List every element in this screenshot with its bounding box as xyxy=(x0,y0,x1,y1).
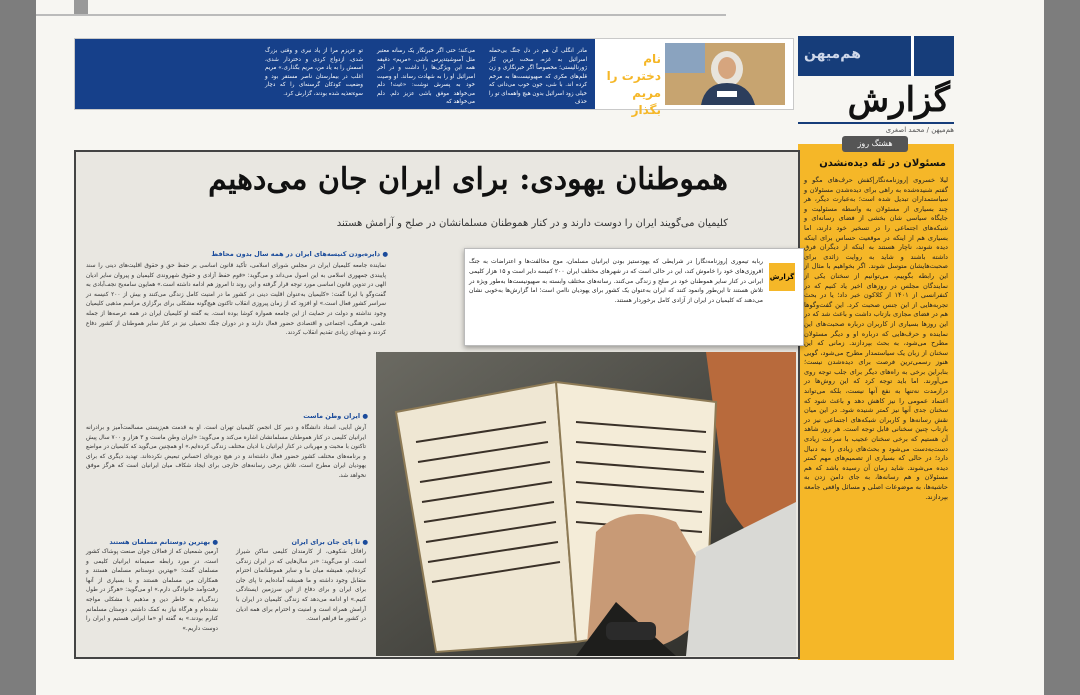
torah-reading-photo xyxy=(376,352,796,656)
teaser-column-3: تو عزیزم مرا از یاد نبری و وقتی بزرگ شدی، ازدواج کردی و دختردار شدی، اسمش را به یاد من، مریم بگذاری.» مریم اغلب در بیمارستان ناصر مستقر بود و وضعیت کودکان گرسنه‌ای را که دچار سوءتغذیه شده بودند، گزارش کرد. xyxy=(265,48,363,97)
hashtag-title: مسئولان در تله دیده‌نشدن xyxy=(819,158,946,169)
callout-tag: گزارش xyxy=(769,263,795,291)
teaser-strip xyxy=(74,38,794,117)
section-heading-2: ● ایران وطن ماست xyxy=(303,412,368,420)
banner-badge xyxy=(911,36,954,76)
section-body-4: آرمین شمعیان که از فعالان جوان صنعت پوشاک کشور است، در مورد رابطه صمیمانه ایرانیان کلیمی و مسلمان گفت: «بهترین دوستانم مسلمان هستند و همکاران من مسلمان هستند و با بسیاری از آنها رفت‌وآمد خانوادگی دارم.» او می‌گوید: «هرگز در طول زندگی‌ام به خاطر دین و مذهبم با مشکلی مواجه نشده‌ام و هرگاه نیاز به کمک داشتم، دوستان مسلمانم کنارم بودند.» به گفته او «ما ایرانی هستیم و ایران را دوست داریم.» xyxy=(86,549,218,632)
hashtag-box xyxy=(798,139,954,660)
article-subhead: کلیمیان می‌گویند ایران را دوست دارند و در کنار هموطنان مسلمانشان در صلح و آرامش هستند xyxy=(336,218,728,229)
report-author: هم‌میهن / محمد اصغری xyxy=(885,126,954,134)
section-heading-4: ● بهترین دوستانم مسلمان هستند xyxy=(109,538,218,546)
teaser-column-2: می‌کند؛ حتی اگر خبرنگار یک رسانه معتبر مثل آسوشیتدپرس باشی. «مریم» دقیقه همه این ویژگی‌ها را داشت و در آخر اسرائیل او را به شهادت رساند. او وصیت خود به پسرش نوشت: «غیث! دلم می‌خواهد موفق باشی عزیز دلم. دلم می‌خواهد که xyxy=(377,48,475,105)
teaser-column-1: مادر انگلی آن هم در دل جنگ بی‌حمله اسرائیل به غزه، سخت ترین کار ژورنالیستی؛ مخصوصاً اگر خبرنگاری و زن قلم‌های مکری که صهیونیست‌ها به مرخم کرده اند. با شی، جون خوب می‌دانی که خیلی زود اسرائیل بدون هیچ واهمه‌ای تو را حذف xyxy=(489,48,587,105)
teaser-photo xyxy=(665,43,785,105)
report-banner-text: هم‌میهن xyxy=(804,46,861,62)
report-banner xyxy=(798,36,954,76)
report-column xyxy=(798,36,958,661)
main-article xyxy=(74,150,800,659)
teaser-panel xyxy=(75,39,595,109)
section-body-3: رافائل شکوهی، از کارمندان کلیمی ساکن شیراز است. او می‌گوید: «در سال‌هایی که در ایران زندگی کرده‌ایم، همیشه میان ما و سایر هموطنانمان احترام متقابل وجود داشته و ما همیشه آماده‌ایم تا پای جان برای ایران و برای دفاع از این سرزمین ایستادگی کنیم.» او ادامه می‌دهد که زندگی کلیمیان در ایران با آرامش همراه است و امنیت و احترام برای همه ادیان در کشور ما فراهم است. xyxy=(236,549,366,623)
top-divider xyxy=(36,0,726,16)
photo-illustration xyxy=(376,352,796,656)
section-heading-3: ● تا پای جان برای ایران xyxy=(291,538,368,546)
journalist-photo xyxy=(665,43,785,105)
hashtag-body: لیلا خسروی |روزنامه‌نگار|کفش‌ حرف‌های مگو و گفتم شنیده‌شده به راهی برای دیده‌شدن مسئولان و سیاستمداران تبدیل شده است؛ به‌عبارت دیگر، هر چند بسیاری از مسئولان به واسطه مسئولیت و جایگاه سیاسی شان بخشی از فضای رسانه‌ای و شبکه‌های اجتماعی را در تسخیر خود دارند، اما بسیاری هم از اینکه در موقعیت حساس برای اینکه دیده شوند، ناچار هستند به اینکه از دیگران فرق داشته باشند و شاید به روایت زائدی برای صحبت‌هایشان متوسل شوند. اگر بخواهیم با مثال از این رابطه بگوییم، می‌توانیم از سخنان یکی از نمایندگان مجلس در روزهای اخیر یاد کنیم که در کنفرانسی از ۱۴۰۱ از کلاکون خبر داد؛ یا در بحث تجربه‌هایی از این جنس صحبت‌ کرد. این گفت‌وگوها هم در فضای مجازی بازتاب داشت و باعث شد که در این روزها بسیاری از کاربران درباره صحبت‌های این نماینده و حرف‌هایی که درباره او و دیگر مسئولان مطرح می‌شود، به بحث بپردازند. زمانی که این سخنان از زبان یک سیاستمدار مطرح می‌شود، گویی هنوز رسمی‌ترین فرصت برای دیده‌شدن نیست؛ بنابراین برخی به راه‌های دیگر برای جلب توجه روی می‌آورند. اما باید توجه کرد که این روش‌ها در درازمدت نه‌تنها به نفع آنها نیست، بلکه می‌تواند اعتماد عمومی را نیز کاهش دهد و باعث شود که سخنان جدی آنها نیز کمتر شنیده شود. در این میان نقش رسانه‌ها و کاربران شبکه‌های اجتماعی نیز در بازتاب چنین سخنانی قابل توجه است. هر روز شاهد آن هستیم که برخی سخنان عجیب با سرعت زیادی دست‌به‌دست می‌شود و بحث‌های زیادی را به دنبال دارد؛ در حالی که بسیاری از تصمیم‌های مهم کمتر دیده می‌شوند. شاید زمان آن رسیده باشد که هم مسئولان و هم رسانه‌ها، به جای دامن زدن به حاشیه‌ها، به موضوعات اصلی و مسائل واقعی جامعه بپردازند. xyxy=(804,176,948,501)
section-body-2: آرش آبایی، استاد دانشگاه و دبیر کل انجمن کلیمیان تهران است. او به قدمت هم‌زیستی مسالمت‌آمیز و برادرانه ایرانیان کلیمی در کنار هموطنان مسلمانشان اشاره می‌کند و می‌گوید: «ایران وطن ماست و ۳ هزار و ۷۰۰ سال پیش تاکنون با محبت و مهربانی در کنار ایرانیان با ادیان مختلف زندگی کرده‌ایم.» او همچنین می‌گوید که کلیمیان در مواضع‌ و برنامه‌های مختلف کشور حضور فعال داشته‌اند و در هیچ دوره‌ای احساس تبعیض نکرده‌اند. تهدید دیگری که برای یهودیان ایران مطرح است، تلاش برخی رسانه‌های خارجی برای ایجاد شکاف میان ایرانیان است که هرگز موفق نخواهد شد. xyxy=(86,425,366,479)
top-marker xyxy=(74,0,88,14)
callout-text: ربابه تیموری |روزنامه‌نگار| در شرایطی که یهودستیز بودن ایرانیان مسلمان، موج مخالفت‌ها و اعتراضات به جنگ افروزی‌های خود را خاموش کند، این در حالی است که در شهرهای مختلف ایران ۲۰۰ کنیسه دایر است و ۱۵ هزار کلیمی ایرانی در کنار سایر هموطنان خود در صلح و زندگی می‌کنند. رسانه‌های مختلف وابسته به صهیونیست‌ها به‌طور ویژه در تلاش هستند تا این‌طور وانمود کنند که ایران به‌عنوان یک کشور برای یهودیان ناامن است؛ اما گزارش‌ها به‌خوبی نشان می‌دهند که کلیمیان در ایران از آزادی کامل برخوردار هستند. xyxy=(469,258,764,305)
report-callout xyxy=(464,248,804,346)
section-heading-1: ● دایره‌بودن کنیسه‌های ایران در همه سال بدون محافظ xyxy=(211,250,388,258)
hashtag-tag: هشتگ روز xyxy=(842,136,908,152)
report-section-title: گزارش xyxy=(847,80,950,120)
article-headline: هموطنان یهودی: برای ایران جان می‌دهیم xyxy=(208,162,728,197)
section-body-1: نماینده جامعه کلیمیان ایران در مجلس شورای اسلامی، تأکید قانون اساسی بر حفظ حق و حقوق اقلیت‌های دینی را سند پایبندی جمهوری اسلامی به این اصول می‌داند و می‌گوید: «قوم حفظ آزادی و حقوق شهروندی کلیمیان و پیروان سایر ادیان الهی در تدوین قانون اساسی مورد توجه قرار گرفته و این روند تا امروز هم ادامه داشته است.» همایون سامه‌یح نجف‌آبادی به گفت‌وگو با ایرنا گفت: «کلیمیان به‌عنوان اقلیت دینی در کشور ما در امنیت کامل زندگی می‌کنند و بیش از ۲۰۰ کنیسه در سراسر کشور فعال است.» او افزود که از زمان پیروزی انقلاب تاکنون هیچ‌گونه مشکلی برای برگزاری مراسم مذهبی کلیمیان وجود نداشته و دولت در حمایت از این جامعه همواره کوشا بوده است. به گفته او کلیمیان ایران در همه عرصه‌ها از جمله علمی، فرهنگی، اجتماعی و اقتصادی حضور فعال دارند و در دوران جنگ تحمیلی نیز در کنار سایر هموطنان از کشور دفاع کردند و شهدای زیادی تقدیم انقلاب کردند. xyxy=(86,263,386,337)
teaser-title: نام دخترت را مریم بگذار xyxy=(606,52,661,117)
report-rule xyxy=(798,122,954,124)
